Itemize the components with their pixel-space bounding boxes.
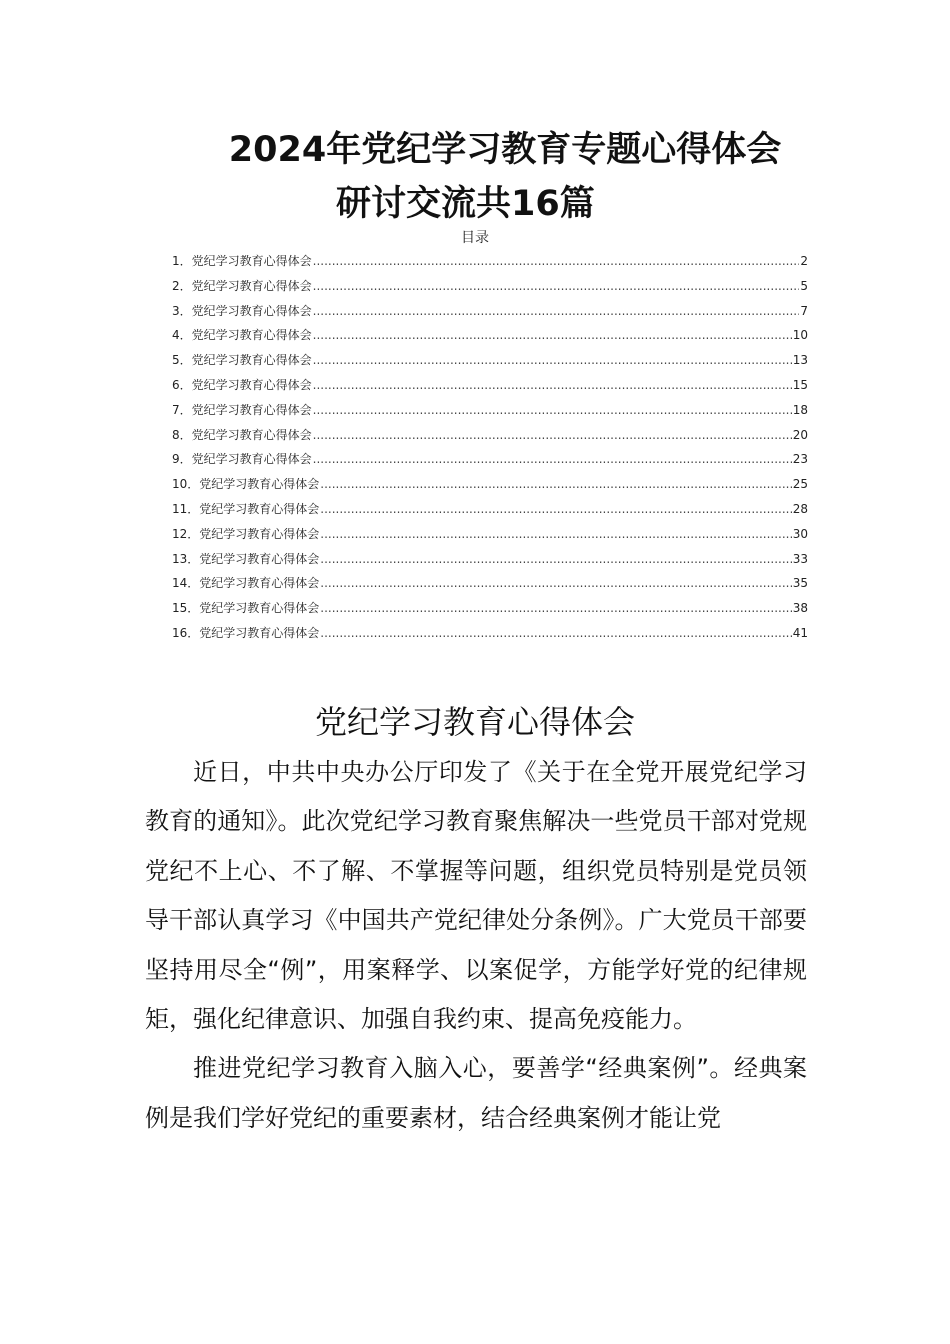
toc-page-number: 10 bbox=[792, 328, 808, 343]
toc-page-number: 35 bbox=[792, 576, 808, 591]
toc-item-label: 12．党纪学习教育心得体会 bbox=[172, 526, 320, 541]
table-of-contents bbox=[172, 252, 808, 649]
toc-item[interactable] bbox=[172, 599, 808, 624]
toc-item[interactable] bbox=[172, 351, 808, 376]
toc-item[interactable] bbox=[172, 376, 808, 401]
toc-heading: 目录 bbox=[461, 230, 489, 246]
toc-item[interactable] bbox=[172, 550, 808, 575]
toc-page-number: 28 bbox=[792, 501, 808, 516]
toc-dot-leader bbox=[313, 277, 800, 295]
toc-dot-leader bbox=[313, 401, 792, 419]
toc-page-number: 2 bbox=[800, 254, 808, 268]
toc-item[interactable] bbox=[172, 401, 808, 426]
toc-dot-leader bbox=[320, 525, 791, 543]
toc-item[interactable] bbox=[172, 426, 808, 451]
toc-item-label: 10．党纪学习教育心得体会 bbox=[172, 477, 320, 492]
toc-page-number: 38 bbox=[792, 601, 808, 616]
toc-item[interactable] bbox=[172, 525, 808, 550]
toc-item[interactable] bbox=[172, 326, 808, 351]
toc-dot-leader bbox=[313, 302, 800, 320]
paragraph: 推进党纪学习教育入脑入心，要善学“经典案例”。经典案例是我们学好党纪的重要素材，结合经典案例才能让党 bbox=[145, 1054, 807, 1132]
toc-item-label: 5．党纪学习教育心得体会 bbox=[172, 353, 312, 368]
toc-item-label: 14．党纪学习教育心得体会 bbox=[172, 576, 320, 591]
toc-page-number: 30 bbox=[792, 526, 808, 541]
toc-dot-leader bbox=[313, 426, 792, 444]
section-title: 党纪学习教育心得体会 bbox=[314, 703, 635, 741]
toc-item-label: 2．党纪学习教育心得体会 bbox=[172, 278, 312, 293]
toc-item-label: 3．党纪学习教育心得体会 bbox=[172, 303, 312, 318]
toc-item-label: 13．党纪学习教育心得体会 bbox=[172, 551, 320, 566]
toc-page-number: 33 bbox=[792, 551, 808, 566]
toc-page-number: 23 bbox=[792, 452, 808, 467]
toc-item[interactable] bbox=[172, 500, 808, 525]
toc-page-number: 13 bbox=[792, 353, 808, 368]
toc-item-label: 6．党纪学习教育心得体会 bbox=[172, 377, 312, 392]
toc-item[interactable] bbox=[172, 450, 808, 475]
toc-item[interactable] bbox=[172, 302, 808, 327]
toc-dot-leader bbox=[313, 326, 792, 344]
toc-page-number: 18 bbox=[792, 402, 808, 417]
toc-dot-leader bbox=[320, 599, 791, 617]
paragraph: 近日，中共中央办公厅印发了《关于在全党开展党纪学习教育的通知》。此次党纪学习教育聚焦解决一些党员干部对党规党纪不上心、不了解、不掌握等问题，组织党员特别是党员领导干部认真学习《中国共产党纪律处分条例》。广大党员干部要坚持用尽全“例”，用案释学、以案促学，方能学好党的纪律规矩，强化纪律意识、加强自我约束、提高免疫能力。 bbox=[145, 758, 807, 1034]
toc-page-number: 5 bbox=[800, 278, 808, 293]
toc-page-number: 20 bbox=[792, 427, 808, 442]
toc-item[interactable] bbox=[172, 624, 808, 649]
toc-item-label: 4．党纪学习教育心得体会 bbox=[172, 328, 312, 343]
toc-dot-leader bbox=[320, 500, 791, 518]
toc-item[interactable] bbox=[172, 475, 808, 500]
toc-page-number: 15 bbox=[792, 377, 808, 392]
toc-item-label: 9．党纪学习教育心得体会 bbox=[172, 452, 312, 467]
toc-item-label: 16．党纪学习教育心得体会 bbox=[172, 625, 320, 640]
toc-item-label: 8．党纪学习教育心得体会 bbox=[172, 427, 312, 442]
toc-page-number: 41 bbox=[792, 625, 808, 640]
toc-item[interactable] bbox=[172, 574, 808, 599]
toc-page-number: 7 bbox=[800, 303, 808, 318]
toc-item-label: 7．党纪学习教育心得体会 bbox=[172, 402, 312, 417]
document-title-line-2: 研讨交流共16篇 bbox=[336, 184, 595, 224]
toc-item-label: 11．党纪学习教育心得体会 bbox=[172, 501, 320, 516]
toc-dot-leader bbox=[313, 376, 792, 394]
toc-page-number: 25 bbox=[792, 477, 808, 492]
toc-item-label: 15．党纪学习教育心得体会 bbox=[172, 601, 320, 616]
body-text bbox=[145, 748, 807, 1143]
toc-item[interactable] bbox=[172, 252, 808, 277]
toc-dot-leader bbox=[313, 351, 792, 369]
toc-dot-leader bbox=[320, 550, 791, 568]
toc-dot-leader bbox=[313, 450, 792, 468]
toc-dot-leader bbox=[320, 574, 791, 592]
document-title-line-1: 2024年党纪学习教育专题心得体会 bbox=[228, 130, 782, 170]
toc-dot-leader bbox=[320, 475, 791, 493]
toc-item-label: 1．党纪学习教育心得体会 bbox=[172, 254, 312, 268]
toc-dot-leader bbox=[320, 624, 791, 642]
toc-dot-leader bbox=[313, 252, 800, 270]
toc-item[interactable] bbox=[172, 277, 808, 302]
